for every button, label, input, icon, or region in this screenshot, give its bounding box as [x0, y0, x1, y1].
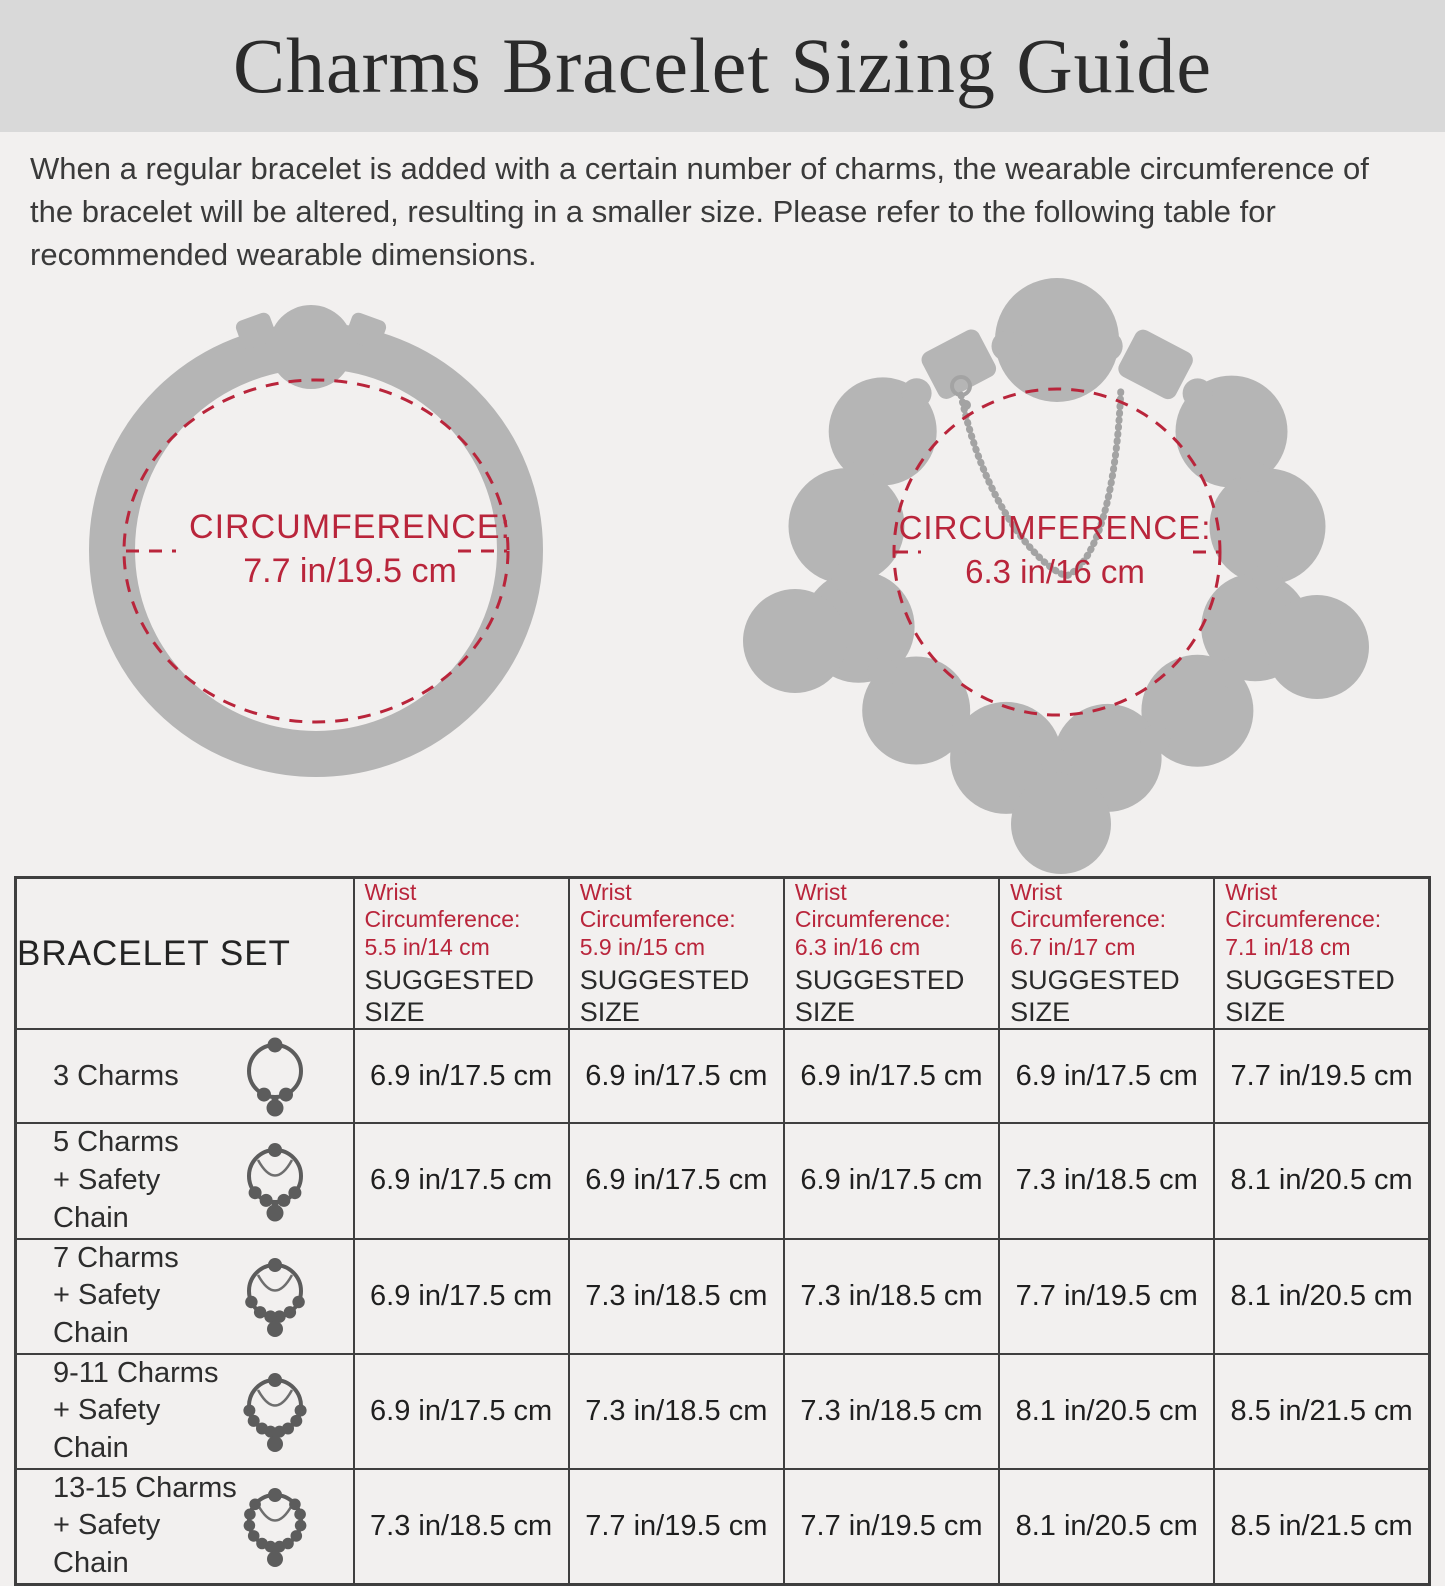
wrist-circumference-value: 6.7 in/17 cm — [1010, 933, 1136, 960]
size-cell: 6.9 in/17.5 cm — [354, 1123, 569, 1238]
set-cell-3-charms — [16, 1029, 354, 1123]
size-cell: 6.9 in/17.5 cm — [569, 1123, 784, 1238]
set-label — [53, 1470, 239, 1583]
plain-circumference-callout — [70, 505, 630, 593]
suggested-size-label: SUGGESTED SIZE — [1225, 964, 1395, 1028]
clasp-bead — [269, 305, 353, 389]
table-row — [16, 1469, 1430, 1585]
set-label-line1: 5 Charms — [53, 1126, 179, 1159]
set-label-line2: + Safety Chain — [53, 1164, 161, 1234]
size-cell: 6.9 in/17.5 cm — [354, 1029, 569, 1123]
size-cell: 8.1 in/20.5 cm — [1214, 1239, 1429, 1354]
size-cell: 6.9 in/17.5 cm — [784, 1029, 999, 1123]
dangle-charm-right — [1265, 595, 1369, 699]
wrist-circumference-value: 7.1 in/18 cm — [1225, 933, 1351, 960]
size-cell: 7.7 in/19.5 cm — [569, 1469, 784, 1585]
set-cell-7-charms — [16, 1239, 354, 1354]
size-cell: 7.7 in/19.5 cm — [999, 1239, 1214, 1354]
size-cell: 7.3 in/18.5 cm — [354, 1469, 569, 1585]
wrist-circumference-label: Wrist Circumference: — [1225, 879, 1382, 933]
size-cell: 7.3 in/18.5 cm — [784, 1239, 999, 1354]
set-label-line1: 3 Charms — [53, 1059, 179, 1092]
table-row — [16, 1239, 1430, 1354]
set-label-line2: + Safety Chain — [53, 1279, 161, 1349]
charm-bracelet-diagram — [735, 276, 1375, 876]
set-label-line2: + Safety Chain — [53, 1394, 161, 1464]
charm-circumference-callout — [735, 506, 1375, 594]
bracelet-5-charms-icon — [239, 1139, 311, 1223]
bracelet-7-charms-icon — [239, 1254, 311, 1338]
suggested-size-label: SUGGESTED SIZE — [794, 964, 965, 1028]
column-header-6-3 — [784, 878, 999, 1030]
size-cell: 6.9 in/17.5 cm — [569, 1029, 784, 1123]
size-cell: 7.3 in/18.5 cm — [784, 1354, 999, 1469]
table-row — [16, 1123, 1430, 1238]
column-header-7-1 — [1214, 878, 1429, 1030]
size-cell: 7.3 in/18.5 cm — [569, 1354, 784, 1469]
header-banner — [0, 0, 1445, 132]
wrist-circumference-label: Wrist Circumference: — [364, 879, 521, 933]
bracelet-13-15-charms-icon — [239, 1484, 311, 1568]
wrist-circumference-label: Wrist Circumference: — [794, 879, 951, 933]
wrist-circumference-value: 5.5 in/14 cm — [364, 933, 490, 960]
wrist-circumference-value: 5.9 in/15 cm — [579, 933, 705, 960]
table-header-row — [16, 878, 1430, 1030]
size-cell: 8.1 in/20.5 cm — [999, 1354, 1214, 1469]
set-label — [53, 1124, 239, 1237]
circumference-value: 7.7 in/19.5 cm — [243, 552, 457, 591]
diagrams-section — [0, 276, 1445, 876]
size-cell: 8.1 in/20.5 cm — [1214, 1123, 1429, 1238]
bracelet-9-11-charms-icon — [239, 1369, 311, 1453]
size-cell: 7.7 in/19.5 cm — [1214, 1029, 1429, 1123]
plain-bracelet-diagram — [70, 280, 630, 840]
set-label — [53, 1058, 179, 1096]
wrist-circumference-label: Wrist Circumference: — [1010, 879, 1166, 933]
size-cell: 8.5 in/21.5 cm — [1214, 1469, 1429, 1585]
wrist-circumference-value: 6.3 in/16 cm — [794, 933, 921, 960]
table-row — [16, 1354, 1430, 1469]
suggested-size-label: SUGGESTED SIZE — [364, 964, 535, 1028]
table-row — [16, 1029, 1430, 1123]
set-label — [53, 1240, 239, 1353]
bracelet-set-header: BRACELET SET — [16, 878, 354, 1030]
set-label-line1: 7 Charms — [53, 1241, 179, 1274]
column-header-5-5 — [354, 878, 569, 1030]
set-label-line1: 9-11 Charms — [53, 1356, 219, 1389]
set-label-line1: 13-15 Charms — [53, 1471, 237, 1504]
circumference-label: CIRCUMFERENCE: — [189, 508, 511, 547]
suggested-size-label: SUGGESTED SIZE — [1010, 964, 1180, 1028]
intro-text: When a regular bracelet is added with a certain number of charms, the wearable circumference of the bracelet will be altered, resulting in a smaller size. Please refer to the following table for recommended wearable dimensions. — [30, 151, 1369, 272]
size-cell: 6.9 in/17.5 cm — [354, 1354, 569, 1469]
bracelet-3-charms-icon — [239, 1034, 311, 1118]
size-cell: 7.7 in/19.5 cm — [784, 1469, 999, 1585]
size-cell: 7.3 in/18.5 cm — [569, 1239, 784, 1354]
set-cell-13-15-charms — [16, 1469, 354, 1585]
set-label — [53, 1355, 239, 1468]
set-cell-5-charms — [16, 1123, 354, 1238]
dangle-charm-bottom — [1011, 774, 1111, 874]
set-label-line2: + Safety Chain — [53, 1509, 161, 1580]
suggested-size-label: SUGGESTED SIZE — [579, 964, 750, 1028]
sizing-table — [14, 876, 1431, 1585]
circumference-value: 6.3 in/16 cm — [965, 553, 1145, 591]
size-cell: 6.9 in/17.5 cm — [784, 1123, 999, 1238]
column-header-5-9 — [569, 878, 784, 1030]
column-header-6-7 — [999, 878, 1214, 1030]
dangle-charm-left — [743, 589, 847, 693]
circumference-label: CIRCUMFERENCE: — [898, 509, 1212, 547]
size-cell: 6.9 in/17.5 cm — [999, 1029, 1214, 1123]
size-cell: 6.9 in/17.5 cm — [354, 1239, 569, 1354]
size-cell: 8.1 in/20.5 cm — [999, 1469, 1214, 1585]
page-title: Charms Bracelet Sizing Guide — [233, 22, 1212, 109]
set-cell-9-11-charms — [16, 1354, 354, 1469]
wrist-circumference-label: Wrist Circumference: — [579, 879, 736, 933]
size-cell: 7.3 in/18.5 cm — [999, 1123, 1214, 1238]
size-cell: 8.5 in/21.5 cm — [1214, 1354, 1429, 1469]
